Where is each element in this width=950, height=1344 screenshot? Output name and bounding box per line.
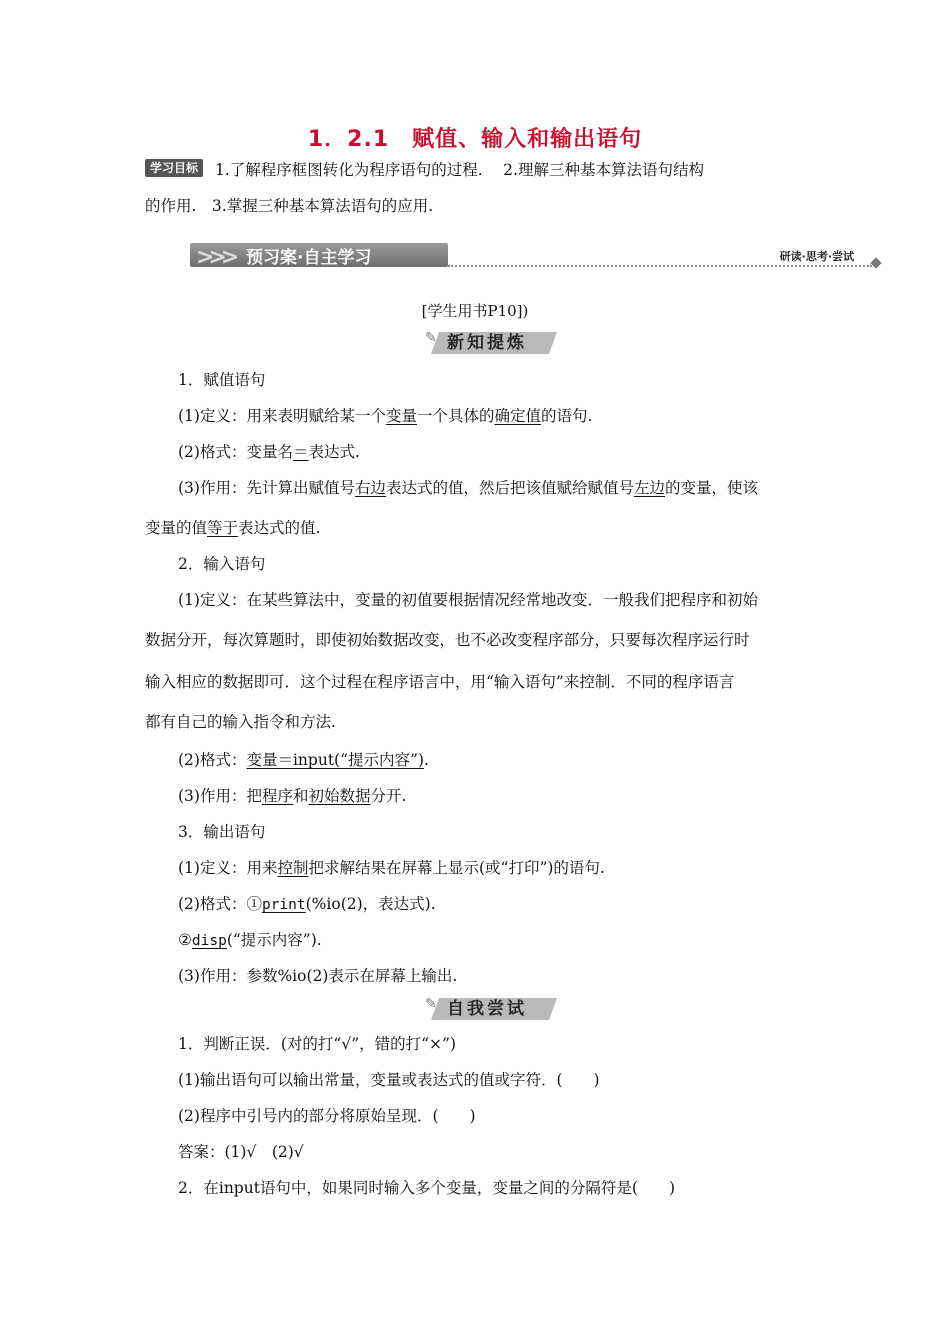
s3-definition xyxy=(178,858,605,878)
heading-text: 自我尝试 xyxy=(447,999,527,1019)
learning-goals-text-1: 1.了解程序框图转化为程序语句的过程. 2.理解三种基本算法语句结构 xyxy=(215,161,704,179)
text: (3)作用：先计算出赋值号 xyxy=(178,479,355,497)
blank-answer: 右边 xyxy=(354,479,386,497)
exercise-2: 2．在input语句中，如果同时输入多个变量，变量之间的分隔符是( ) xyxy=(178,1179,676,1197)
s2-format xyxy=(178,750,429,770)
section-banner xyxy=(190,240,880,272)
exercise-1-item-2: (2)程序中引号内的部分将原始呈现．( ) xyxy=(178,1107,476,1125)
s2-usage xyxy=(178,786,406,806)
banner-subtitle: 研读·思考·尝试 xyxy=(779,250,854,263)
section-new-knowledge-heading xyxy=(425,330,565,356)
s1-format xyxy=(178,442,360,462)
s1-definition xyxy=(178,406,592,426)
pencil-icon: ✎ xyxy=(425,996,437,1012)
text: (2)格式： xyxy=(178,751,247,769)
s1-heading: 1．赋值语句 xyxy=(178,371,266,389)
diamond-icon xyxy=(870,257,881,268)
exercise-1-answer: 答案：(1)√ (2)√ xyxy=(178,1143,304,1161)
pencil-icon: ✎ xyxy=(425,330,437,346)
exercise-1: 1．判断正误．(对的打“√”，错的打“×”) xyxy=(178,1035,457,1053)
banner-title: 预习案·自主学习 xyxy=(246,248,372,268)
blank-answer: 确定值 xyxy=(494,407,542,425)
blank-answer: 控制 xyxy=(277,859,309,877)
learning-goals-text-2: 的作用. 3.掌握三种基本算法语句的应用. xyxy=(145,197,434,215)
s3-format-2 xyxy=(178,930,322,951)
book-reference: [学生用书P10]) xyxy=(421,302,529,320)
text: 一个具体的 xyxy=(416,407,495,425)
text: (2)格式：变量名 xyxy=(178,443,293,461)
text: 和 xyxy=(292,787,309,805)
text: (1)定义：用来 xyxy=(178,859,278,877)
blank-answer: 左边 xyxy=(634,479,666,497)
text: 表达式的值，然后把该值赋给赋值号 xyxy=(385,479,634,497)
blank-answer: 初始数据 xyxy=(308,787,371,805)
s1-usage xyxy=(178,478,758,498)
text: (2)格式：① xyxy=(178,895,262,913)
blank-answer: 程序 xyxy=(261,787,293,805)
s2-heading: 2．输入语句 xyxy=(178,555,266,573)
text: 把求解结果在屏幕上显示(或“打印”)的语句. xyxy=(308,859,605,877)
text: 的语句. xyxy=(541,407,593,425)
text: 表达式. xyxy=(308,443,360,461)
heading-text: 新知提炼 xyxy=(447,333,527,353)
text: (“提示内容”). xyxy=(226,931,322,949)
page-title: 1．2.1 赋值、输入和输出语句 xyxy=(307,127,643,152)
blank-answer: 变量 xyxy=(385,407,417,425)
text: 表达式的值. xyxy=(238,519,321,537)
blank-answer: print xyxy=(261,897,306,913)
text: (1)定义：用来表明赋给某一个 xyxy=(178,407,386,425)
banner-bar xyxy=(190,243,448,270)
learning-goals-badge: 学习目标 xyxy=(145,159,203,177)
banner-dotted-line xyxy=(448,265,872,267)
text: 的变量，使该 xyxy=(665,479,759,497)
chevron-arrows-icon: >>> xyxy=(196,245,234,270)
s3-heading: 3．输出语句 xyxy=(178,823,266,841)
exercise-1-item-1: (1)输出语句可以输出常量，变量或表达式的值或字符．( ) xyxy=(178,1071,600,1089)
blank-answer: ＝ xyxy=(292,443,309,461)
text: . xyxy=(424,751,429,769)
s2-definition-line-2: 数据分开，每次算题时，即使初始数据改变，也不必改变程序部分，只要每次程序运行时 xyxy=(145,631,750,649)
blank-answer: disp xyxy=(191,933,227,949)
text: (3)作用：把 xyxy=(178,787,262,805)
blank-answer: 变量＝input(“提示内容”) xyxy=(246,751,424,769)
s3-format xyxy=(178,894,436,915)
s2-definition-line-4: 都有自己的输入指令和方法. xyxy=(145,713,336,731)
s3-usage: (3)作用：参数%io(2)表示在屏幕上输出. xyxy=(178,967,458,985)
text: 分开. xyxy=(370,787,407,805)
s1-usage-cont xyxy=(145,518,320,538)
section-self-try-heading xyxy=(425,996,565,1022)
text: ② xyxy=(178,931,192,949)
s2-definition-line-3: 输入相应的数据即可．这个过程在程序语言中，用“输入语句”来控制．不同的程序语言 xyxy=(145,673,735,691)
blank-answer: 等于 xyxy=(207,519,239,537)
s2-definition-line-1: (1)定义：在某些算法中，变量的初值要根据情况经常地改变．一般我们把程序和初始 xyxy=(178,591,758,609)
text: 变量的值 xyxy=(145,519,208,537)
text: (%io(2)，表达式). xyxy=(305,895,436,913)
learning-goals xyxy=(145,152,810,224)
